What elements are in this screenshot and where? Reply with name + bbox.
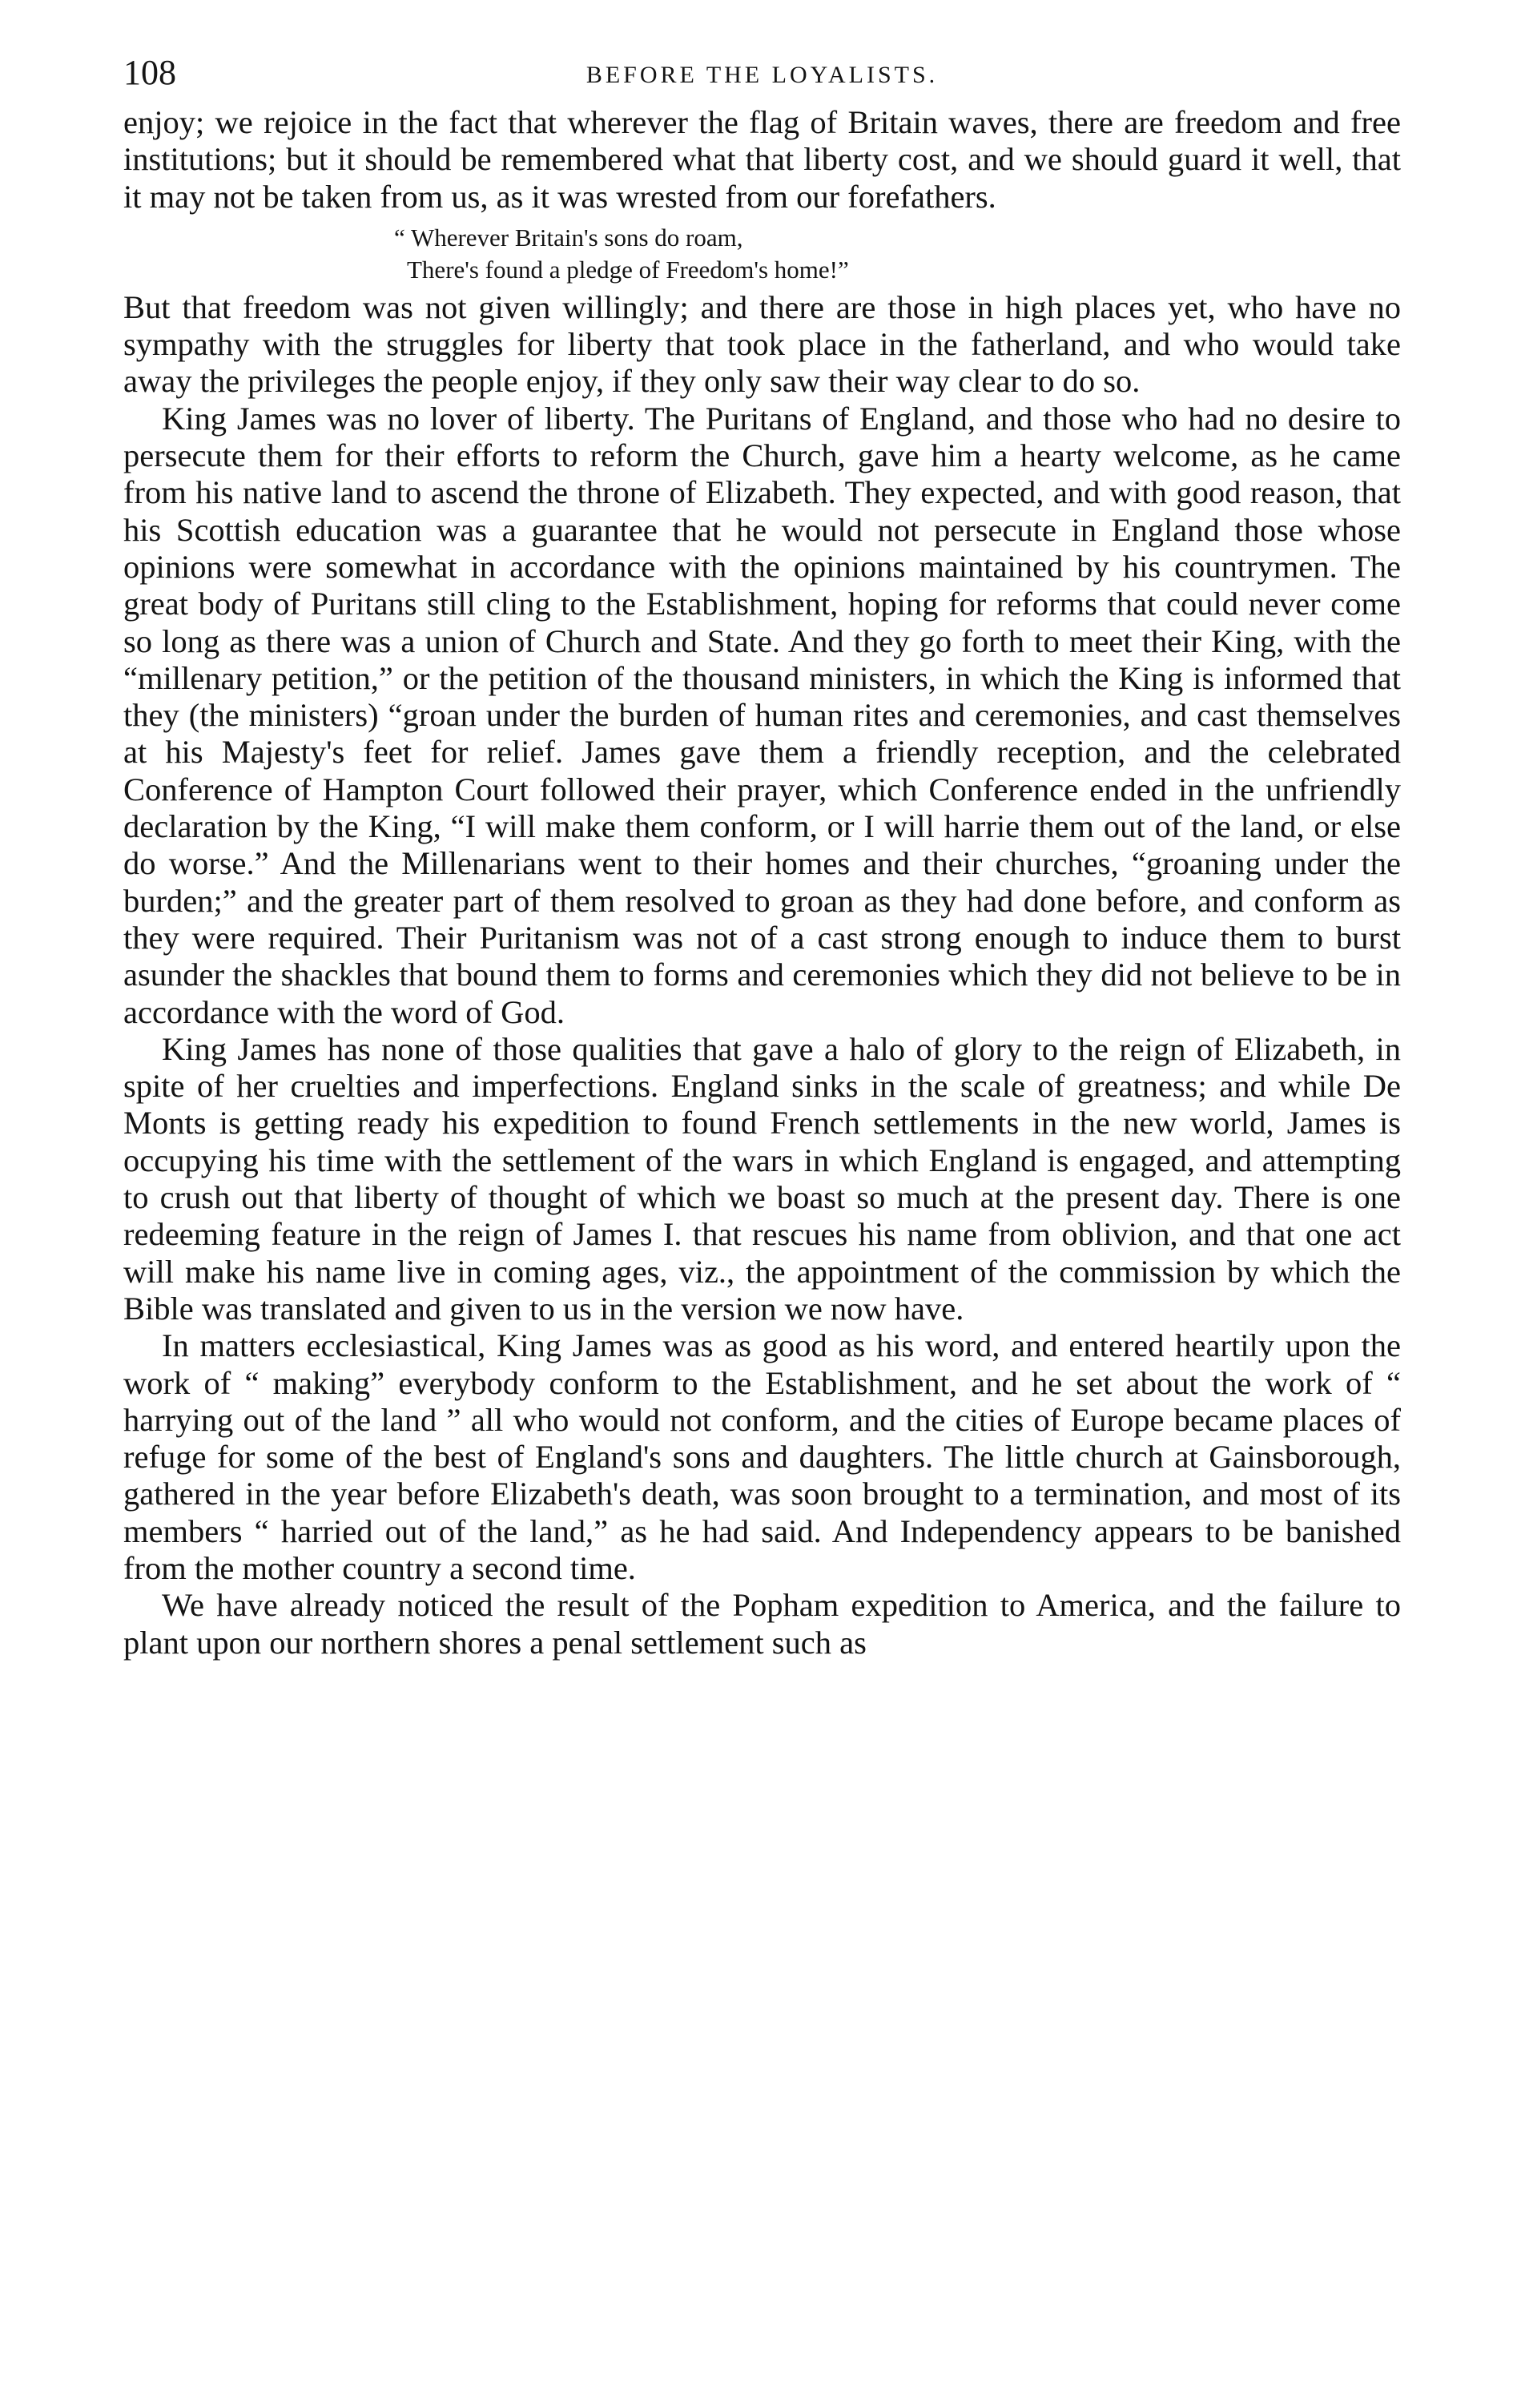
paragraph-king-james-liberty: King James was no lover of liberty. The Puritans of England, and those who had no desire to persecute them for their efforts to reform the Church, gave him a hearty welcome, as he came from his native land to ascend the throne of Elizabeth. They expected, and with good reason, that his Scottish education was a guarantee that he would not persecute in England those whose opinions were somewhat in accordance with the opinions maintained by his countrymen. The great body of Puritans still cling to the Establishment, hoping for reforms that could never come so long as there was a union of Church and State. And they go forth to meet their King, with the “millenary petition,” or the petition of the thousand ministers, in which the King is informed that they (the ministers) “groan under the burden of human rites and ceremonies, and cast themselves at his Majesty's feet for relief. James gave them a friendly reception, and the celebrated Conference of Hampton Court followed their prayer, which Conference ended in the unfriendly declaration by the King, “I will make them conform, or I will harrie them out of the land, or else do worse.” And the Millenarians went to their homes and their churches, “groaning under the burden;” and the greater part of them resolved to groan as they had done before, and conform as they were required. Their Puritanism was not of a cast strong enough to induce them to burst asunder the shackles that bound them to forms and ceremonies which they did not believe to be in accordance with the word of God. xyxy=(123,400,1401,1030)
paragraph-freedom: But that freedom was not given willingly; and there are those in high places yet, who have no sympathy with the struggles for liberty that took place in the fatherland, and who would take away the privileges the people enjoy, if they only saw their way clear to do so. xyxy=(123,288,1401,400)
paragraph-popham-expedition: We have already noticed the result of the Popham expedition to America, and the failure to plant upon our northern shores a penal settlement such as xyxy=(123,1587,1401,1661)
running-head xyxy=(123,53,1401,104)
verse-line-1: “ Wherever Britain's sons do roam, xyxy=(394,223,743,252)
body-text xyxy=(123,104,1401,1661)
verse-quotation xyxy=(394,222,1401,286)
book-page xyxy=(123,53,1401,1661)
verse-line-2: There's found a pledge of Freedom's home!” xyxy=(407,255,849,284)
paragraph-king-james-qualities: King James has none of those qualities that gave a halo of glory to the reign of Elizabeth, in spite of her cruelties and imperfections. England sinks in the scale of greatness; and while De Monts is getting ready his expedition to found French settlements in the new world, James is occupying his time with the settlement of the wars in which England is engaged, and attempting to crush out that liberty of thought of which we boast so much at the present day. There is one redeeming feature in the reign of James I. that rescues his name from oblivion, and that one act will make his name live in coming ages, viz., the appointment of the commission by which the Bible was translated and given to us in the version we now have. xyxy=(123,1030,1401,1327)
paragraph-ecclesiastical-matters: In matters ecclesiastical, King James was as good as his word, and entered heartily upon the work of “ making” everybody conform to the Establishment, and he set about the work of “ harrying out of the land ” all who would not conform, and the cities of Europe became places of refuge for some of the best of England's sons and daughters. The little church at Gainsborough, gathered in the year before Elizabeth's death, was soon brought to a termination, and most of its members “ harried out of the land,” as he had said. And Independency appears to be banished from the mother country a second time. xyxy=(123,1327,1401,1586)
running-title: BEFORE THE LOYALISTS. xyxy=(585,62,939,88)
page-number: 108 xyxy=(123,53,176,92)
paragraph-continued: enjoy; we rejoice in the fact that wherever the flag of Britain waves, there are freedom and free institutions; but it should be remembered what that liberty cost, and we should guard it well, that it may not be taken from us, as it was wrested from our forefathers. xyxy=(123,104,1401,215)
